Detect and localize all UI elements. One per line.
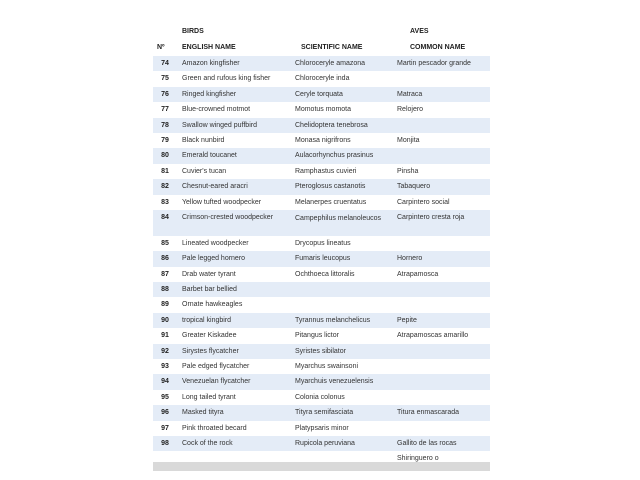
scientific-name-cell: Pteroglosus castanotis: [295, 183, 366, 191]
row-number: 93: [161, 363, 169, 371]
scientific-name-cell: Drycopus lineatus: [295, 239, 351, 247]
table-row: [153, 133, 490, 148]
row-number: 74: [161, 60, 169, 67]
common-name-cell: Carpintero social: [397, 198, 450, 206]
header-scientific-name: SCIENTIFIC NAME: [301, 44, 363, 51]
english-name-cell: Masked tityra: [182, 409, 224, 417]
row-number: 94: [161, 378, 169, 386]
table-row: [153, 359, 490, 374]
table-row: [153, 267, 490, 282]
row-number: 89: [161, 301, 169, 309]
scientific-name-cell: Aulacorhynchus prasinus: [295, 152, 374, 160]
scientific-name-cell: Tityra semifasciata: [295, 409, 354, 417]
row-number: 97: [161, 424, 169, 432]
row-number: 81: [161, 167, 169, 175]
common-name-cell: Atrapamosca: [397, 270, 439, 278]
english-name-cell: Black nunbird: [182, 136, 225, 144]
english-name-cell: Amazon kingfisher: [182, 60, 240, 67]
common-name-cell: Monjita: [397, 136, 420, 144]
scientific-name-cell: Platypsaris minor: [295, 424, 349, 432]
common-name-cell: Relojero: [397, 106, 424, 114]
row-number: 98: [161, 439, 169, 447]
table-row: [153, 313, 490, 328]
scientific-name-cell: Myarchus swainsoni: [295, 363, 359, 371]
table-row: [153, 344, 490, 359]
english-name-cell: Green and rufous king fisher: [182, 75, 271, 83]
scientific-name-cell: Pitangus lictor: [295, 332, 339, 340]
partial-common-name: Shiringuero o: [397, 455, 439, 463]
table-row: [153, 56, 490, 71]
english-name-cell: Barbet bar bellied: [182, 286, 237, 294]
bird-list-table: [153, 26, 490, 465]
common-name-cell: Gallito de las rocas: [397, 439, 457, 447]
english-name-cell: Pink throated becard: [182, 424, 247, 432]
english-name-cell: Cock of the rock: [182, 439, 233, 447]
table-row: [153, 164, 490, 179]
table-row: [153, 179, 490, 194]
table-row: [153, 251, 490, 266]
common-name-cell: Atrapamoscas amarillo: [397, 332, 469, 340]
table-row: [153, 436, 490, 451]
english-name-cell: Yellow tufted woodpecker: [182, 198, 262, 206]
common-name-cell: Pinsha: [397, 167, 419, 175]
scientific-name-cell: Ramphastus cuvieri: [295, 167, 357, 175]
table-row: [153, 195, 490, 210]
english-name-cell: Pale legged hornero: [182, 255, 246, 263]
table-row: [153, 374, 490, 389]
row-number: 96: [161, 409, 169, 417]
common-name-cell: Tabaquero: [397, 183, 431, 191]
row-number: 88: [161, 286, 169, 294]
english-name-cell: Cuvier's tucan: [182, 167, 227, 175]
common-name-cell: Pepite: [397, 316, 417, 324]
english-name-cell: Blue-crowned motmot: [182, 106, 251, 114]
row-number: 95: [161, 393, 169, 401]
table-row: [153, 390, 490, 405]
row-number: 77: [161, 106, 169, 114]
row-number: 85: [161, 239, 169, 247]
scientific-name-cell: Colonia colonus: [295, 393, 345, 401]
scientific-name-cell: Chelidoptera tenebrosa: [295, 121, 368, 129]
scientific-name-cell: Momotus momota: [295, 106, 352, 114]
table-row: [153, 421, 490, 436]
english-name-cell: Drab water tyrant: [182, 270, 236, 278]
row-number: 86: [161, 255, 169, 263]
english-name-cell: Venezuelan flycatcher: [182, 378, 251, 386]
header-common-name: COMMON NAME: [410, 44, 466, 51]
row-number: 83: [161, 198, 169, 206]
row-number: 84: [161, 213, 169, 221]
english-name-cell: Chesnut-eared aracri: [182, 183, 248, 191]
table-row: [153, 118, 490, 133]
header-birds: BIRDS: [182, 28, 204, 35]
english-name-cell: tropical kingbird: [182, 316, 232, 324]
scientific-name-cell: Myarchuis venezuelensis: [295, 378, 374, 386]
row-number: 80: [161, 152, 169, 160]
header-number: Nº: [157, 44, 165, 51]
scientific-name-cell: Ochthoeca littoralis: [295, 270, 355, 278]
table-row: [153, 148, 490, 163]
scientific-name-cell: Campephilus melanoleucos: [295, 214, 381, 222]
common-name-cell: Carpintero cresta roja: [397, 213, 465, 221]
scientific-name-cell: Chloroceryle inda: [295, 75, 350, 83]
row-number: 87: [161, 270, 169, 278]
english-name-cell: Greater Kiskadee: [182, 332, 237, 340]
scientific-name-cell: Tyrannus melanchelicus: [295, 316, 371, 324]
table-row: [153, 87, 490, 102]
common-name-cell: Titura enmascarada: [397, 409, 459, 417]
table-row: [153, 210, 490, 236]
english-name-cell: Ringed kingfisher: [182, 90, 237, 98]
row-number: 91: [161, 332, 169, 340]
header-english-name: ENGLISH NAME: [182, 44, 236, 51]
english-name-cell: Pale edged flycatcher: [182, 363, 250, 371]
common-name-cell: Hornero: [397, 255, 423, 263]
table-header: [153, 26, 490, 56]
table-body: [153, 56, 490, 451]
table-footer-bar: [153, 462, 490, 471]
common-name-cell: Matraca: [397, 90, 423, 98]
row-number: 78: [161, 121, 169, 129]
row-number: 79: [161, 136, 169, 144]
english-name-cell: Long tailed tyrant: [182, 393, 236, 401]
table-row: [153, 71, 490, 86]
table-row: [153, 282, 490, 297]
english-name-cell: Lineated woodpecker: [182, 239, 249, 247]
table-row: [153, 297, 490, 312]
table-row: [153, 236, 490, 251]
english-name-cell: Sirystes flycatcher: [182, 347, 239, 355]
row-number: 82: [161, 183, 169, 191]
row-number: 92: [161, 347, 169, 355]
english-name-cell: Ornate hawkeagles: [182, 301, 243, 309]
scientific-name-cell: Ceryle torquata: [295, 90, 343, 98]
row-number: 76: [161, 90, 169, 98]
scientific-name-cell: Chloroceryle amazona: [295, 60, 366, 67]
english-name-cell: Swallow winged puffbird: [182, 121, 257, 129]
scientific-name-cell: Fumaris leucopus: [295, 255, 351, 263]
english-name-cell: Emerald toucanet: [182, 152, 237, 160]
english-name-cell: Crimson-crested woodpecker: [182, 213, 274, 221]
scientific-name-cell: Rupicola peruviana: [295, 439, 355, 447]
table-row: [153, 405, 490, 420]
table-row: [153, 102, 490, 117]
common-name-cell: Martin pescador grande: [397, 60, 471, 67]
scientific-name-cell: Monasa nigrifrons: [295, 136, 351, 144]
header-aves: AVES: [410, 28, 429, 35]
row-number: 90: [161, 316, 169, 324]
table-row: [153, 328, 490, 343]
row-number: 75: [161, 75, 169, 83]
scientific-name-cell: Melanerpes cruentatus: [295, 198, 367, 206]
scientific-name-cell: Syristes sibilator: [295, 347, 346, 355]
